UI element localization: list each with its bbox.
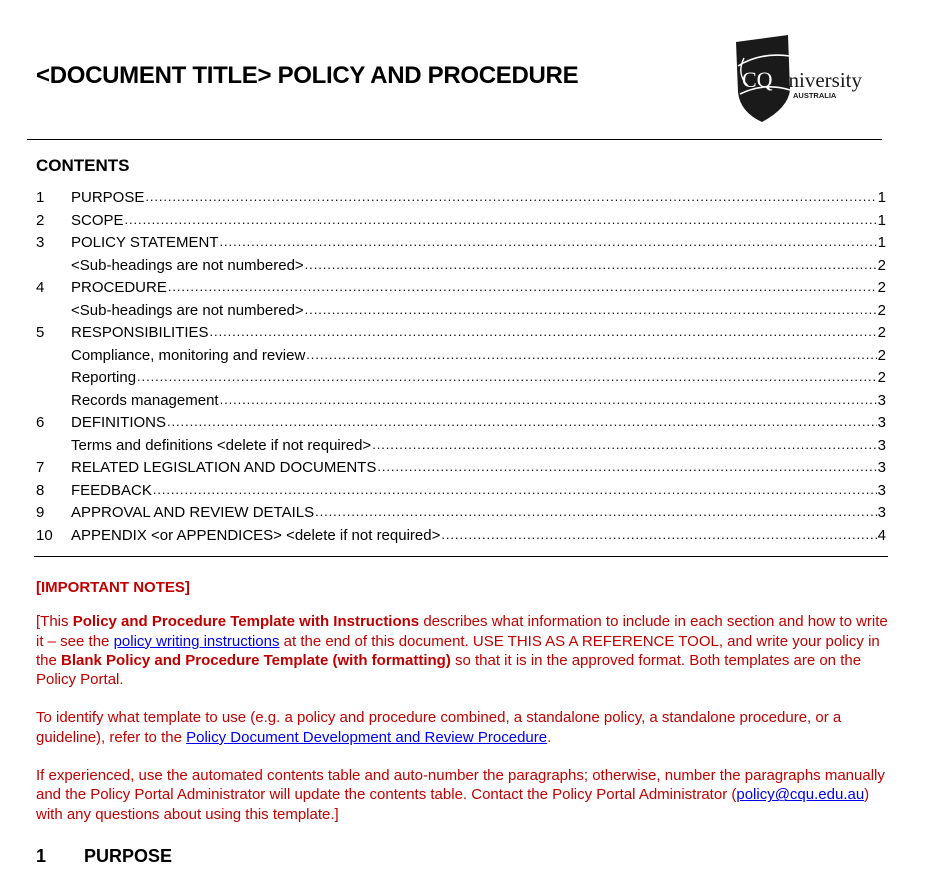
toc-entry[interactable] [36,437,886,460]
shield-logo-icon [730,30,885,125]
toc-dot-leader [305,256,877,273]
table-of-contents [36,189,886,549]
toc-entry-label: FEEDBACK [71,481,152,499]
toc-dot-leader [315,503,877,520]
toc-entry[interactable] [36,527,886,550]
toc-entry[interactable] [36,504,886,527]
toc-dot-leader [145,188,876,205]
toc-entry-page: 4 [877,526,886,544]
toc-entry[interactable] [36,212,886,235]
cqu-logo [730,30,885,125]
toc-entry-page: 2 [877,369,886,386]
toc-entry-page: 3 [877,391,886,409]
toc-entry-page: 2 [877,256,886,274]
toc-entry-page: 3 [877,504,886,521]
text: ) with any questions about using this template.] [36,786,870,823]
toc-entry-number: 10 [36,526,53,544]
section-heading-purpose [36,846,172,867]
toc-dot-leader [167,413,877,430]
text: To identify what template to use (e.g. a policy and procedure combined, a standalone policy, a standalone procedure, or a guideline), refer to the [36,709,842,746]
logo-australia: AUSTRALIA [793,91,837,100]
toc-entry-page: 1 [877,189,886,206]
toc-entry[interactable] [36,347,886,370]
toc-dot-leader [153,481,877,498]
policy-document-procedure-link[interactable]: Policy Document Development and Review Procedure [186,728,548,746]
section-title: PURPOSE [84,846,173,866]
important-notes-heading: [IMPORTANT NOTES] [36,579,190,596]
toc-entry[interactable] [36,369,886,392]
template-name-bold: Policy and Procedure Template with Instructions [72,613,420,631]
toc-entry[interactable] [36,279,886,302]
toc-dot-leader [168,278,877,295]
toc-entry-page: 2 [877,324,886,341]
toc-entry[interactable] [36,482,886,505]
toc-entry-number: 7 [36,459,45,476]
toc-entry[interactable] [36,392,886,415]
text: [This [36,613,73,631]
toc-entry-page: 2 [877,346,886,364]
toc-entry-page: 2 [877,301,886,319]
toc-entry-label: Reporting [71,369,137,386]
toc-dot-leader [372,436,876,453]
toc-entry-label: <Sub-headings are not numbered> [71,256,304,274]
toc-entry-label: Compliance, monitoring and review [71,346,306,364]
toc-entry-label: <Sub-headings are not numbered> [71,301,304,319]
text: so that it is in the approved format. Both templates are on the Policy Portal. [36,651,862,689]
toc-entry-page: 3 [877,414,886,431]
toc-entry-page: 1 [877,234,886,251]
toc-entry-label: RELATED LEGISLATION AND DOCUMENTS [71,459,377,476]
toc-entry[interactable] [36,414,886,437]
toc-entry-label: POLICY STATEMENT [71,234,219,251]
toc-entry-label: Terms and definitions <delete if not required> [71,436,372,454]
toc-dot-leader [220,233,877,250]
toc-entry[interactable] [36,257,886,280]
toc-entry[interactable] [36,324,886,347]
toc-entry-number: 2 [36,211,45,229]
text: If experienced, use the automated contents table and auto-number the paragraphs; otherwise, number the paragraphs manually and the Policy Portal Administrator will update the contents table. Contact the Policy Portal Administrator ( [36,767,885,804]
toc-dot-leader [220,391,877,408]
toc-entry-number: 9 [36,504,45,521]
contents-divider [34,556,888,557]
text: at the end of this document. USE THIS AS A REFERENCE TOOL, and write your policy in the [36,632,880,669]
contents-heading: CONTENTS [36,156,130,175]
toc-entry-number: 3 [36,234,45,251]
toc-entry-page: 2 [877,279,886,296]
toc-dot-leader [305,301,877,318]
notes-paragraph-2 [36,708,896,747]
toc-entry-number: 1 [36,189,45,206]
toc-entry[interactable] [36,189,886,212]
notes-paragraph-1 [36,612,896,689]
toc-entry-label: Records management [71,391,219,409]
toc-entry-page: 3 [877,481,886,499]
document-title: <DOCUMENT TITLE> POLICY AND PROCEDURE [36,62,579,89]
toc-dot-leader [306,346,876,363]
toc-entry[interactable] [36,302,886,325]
section-number: 1 [36,846,47,866]
logo-cq: CQ [742,67,773,92]
toc-dot-leader [377,458,876,475]
toc-entry-label: PURPOSE [71,189,145,206]
toc-entry-page: 1 [877,211,886,229]
toc-entry-label: APPENDIX <or APPENDICES> <delete if not required> [71,526,441,544]
logo-university: university [778,68,862,92]
policy-email-link[interactable]: policy@cqu.edu.au [736,786,865,804]
notes-paragraph-3 [36,766,896,824]
policy-writing-instructions-link[interactable]: policy writing instructions [113,632,280,650]
toc-dot-leader [441,526,876,543]
toc-dot-leader [125,211,877,228]
toc-entry-page: 3 [877,459,886,476]
text: describes what information to include in each section and how to write it – see the [36,613,888,650]
toc-entry-number: 4 [36,279,45,296]
toc-entry[interactable] [36,234,886,257]
toc-dot-leader [210,323,877,340]
toc-dot-leader [137,368,877,385]
toc-entry-label: SCOPE [71,211,124,229]
toc-entry-label: RESPONSIBILITIES [71,324,209,341]
toc-entry[interactable] [36,459,886,482]
blank-template-name-bold: Blank Policy and Procedure Template (with formatting) [61,651,451,669]
toc-entry-number: 5 [36,324,45,341]
important-notes [36,578,896,843]
toc-entry-page: 3 [877,436,886,454]
header-divider [27,139,882,140]
toc-entry-number: 8 [36,481,45,499]
toc-entry-label: PROCEDURE [71,279,167,296]
text: . [547,728,552,746]
toc-entry-label: DEFINITIONS [71,414,167,431]
toc-entry-label: APPROVAL AND REVIEW DETAILS [71,504,315,521]
toc-entry-number: 6 [36,414,45,431]
